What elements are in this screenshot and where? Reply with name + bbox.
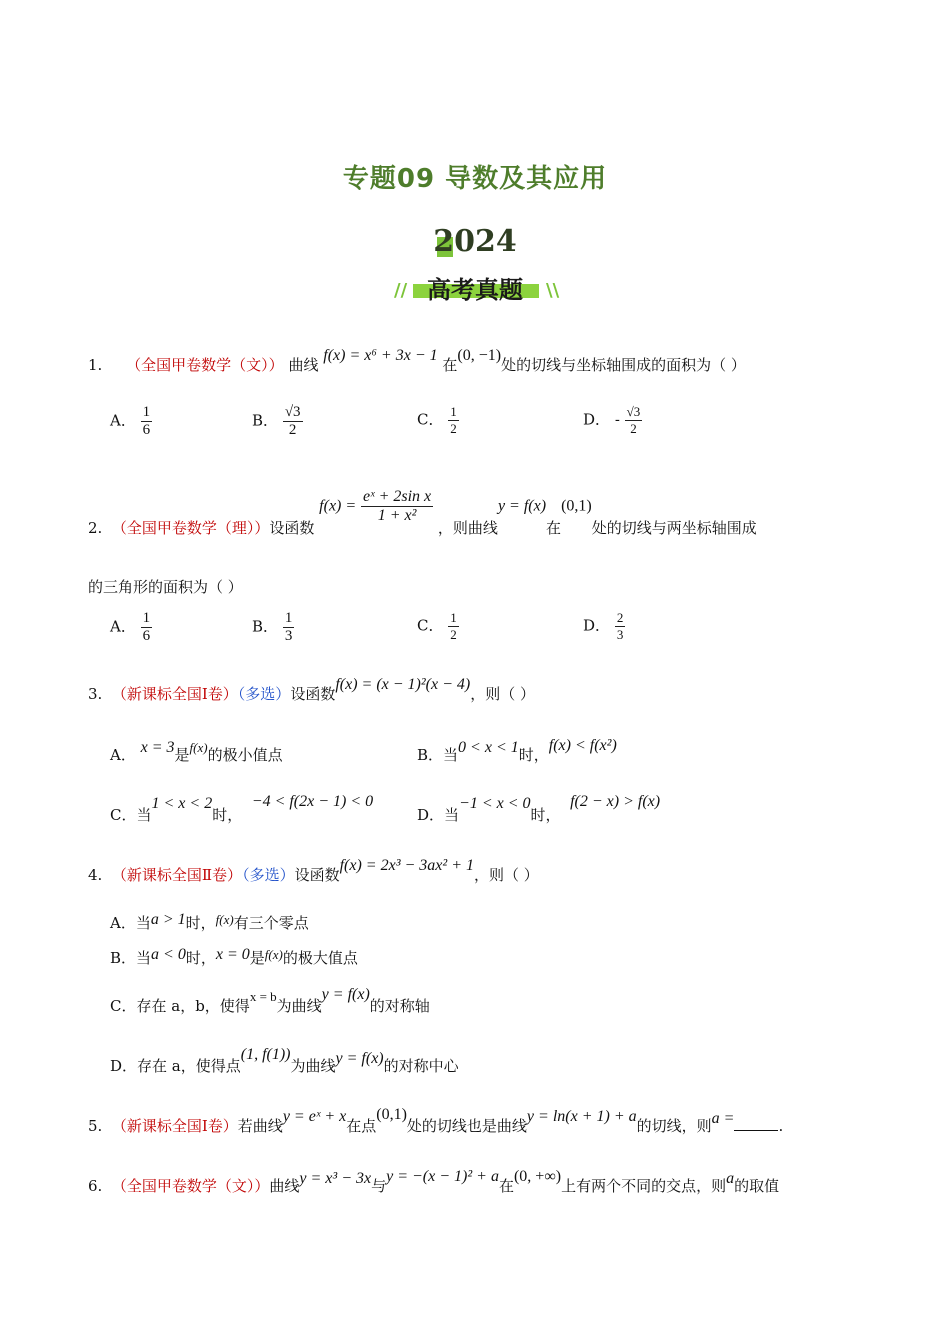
option-a[interactable] <box>110 912 309 933</box>
minus-sign: - <box>614 410 620 429</box>
question-source: （全国甲卷数学（理）） <box>111 518 270 537</box>
math: y = eˣ + x <box>282 1108 347 1125</box>
math: y = f(x) <box>335 1050 384 1067</box>
fraction: $\frac{1}{2}$ <box>450 404 457 436</box>
math: −4 < f(2x − 1) < 0 <box>251 793 374 810</box>
option-b[interactable] <box>252 610 294 645</box>
option-label: C． <box>110 806 137 824</box>
option-text: 时， <box>185 949 216 967</box>
question-text: 的取值 <box>734 1177 780 1195</box>
math: (1, f(1)) <box>240 1046 291 1063</box>
option-label: D． <box>583 410 611 429</box>
math: a > 1 <box>150 911 186 928</box>
point: (0,1) <box>376 1106 407 1123</box>
option-label: D． <box>417 806 445 824</box>
function-formula: f(x) = x⁶ + 3x − 1 <box>323 347 438 364</box>
option-text: 为曲线 <box>290 1057 336 1075</box>
question-text: ，则曲线 <box>437 518 498 537</box>
question-source: （新课标全国Ⅰ卷） <box>111 685 238 703</box>
question-text: 曲线 <box>269 1177 300 1195</box>
math: x = 0 <box>215 946 250 963</box>
option-text: 时， <box>518 746 549 764</box>
question-1 <box>88 347 746 375</box>
math: y = ln(x + 1) + a <box>526 1108 637 1125</box>
math: a = <box>711 1110 735 1127</box>
function-formula: f(x) = (x − 1)²(x − 4) <box>335 676 471 693</box>
question-text: 若曲线 <box>237 1117 283 1135</box>
question-text: 在 <box>498 1177 514 1195</box>
question-3 <box>88 676 536 704</box>
option-text: 当 <box>443 746 459 764</box>
option-c[interactable] <box>110 986 430 1016</box>
option-label: A． <box>110 411 136 430</box>
question-number: 5. <box>88 1117 103 1135</box>
option-a[interactable] <box>110 610 152 645</box>
multi-select-tag: （多选） <box>237 685 291 703</box>
question-text: 处的切线与坐标轴围成的面积为（ ） <box>501 356 746 374</box>
option-text: 是 <box>174 746 190 764</box>
question-number: 4. <box>88 866 103 884</box>
fraction: $\frac{2}{3}$ <box>616 610 624 642</box>
fraction: $\frac{1}{2}$ <box>450 610 457 642</box>
option-label: B． <box>417 746 444 764</box>
function-lhs: f(x) = <box>319 497 357 515</box>
option-b[interactable] <box>252 404 303 439</box>
question-text: 处的切线也是曲线 <box>406 1117 527 1135</box>
option-text: 时， <box>185 914 216 932</box>
math: f(x) < f(x²) <box>548 737 617 754</box>
question-text: 设函数 <box>269 518 315 537</box>
interval: (0, +∞) <box>513 1168 562 1185</box>
question-text: 处的切线与两坐标轴围成 <box>591 518 757 537</box>
point: (0, −1) <box>457 347 502 364</box>
option-label: B． <box>252 617 279 636</box>
option-text: 有三个零点 <box>233 914 309 932</box>
math: y = x³ − 3x <box>299 1170 372 1187</box>
option-text: 的对称轴 <box>369 997 430 1015</box>
option-label: A． <box>110 914 136 932</box>
fraction: $\frac{√3}{2}$ <box>626 404 641 436</box>
option-text: 时， <box>530 806 561 824</box>
option-text: 时， <box>212 806 243 824</box>
question-5 <box>88 1106 784 1136</box>
math: f(x) <box>264 947 283 962</box>
banner-slash-left: // <box>394 280 408 301</box>
option-text: 当 <box>444 806 460 824</box>
question-number: 2. <box>88 518 103 537</box>
option-text: 的极大值点 <box>282 949 358 967</box>
math: f(2 − x) > f(x) <box>570 793 661 810</box>
math: x = 3 <box>140 739 175 756</box>
option-text: 当 <box>136 806 152 824</box>
question-text: 曲线 <box>288 356 319 374</box>
math: −1 < x < 0 <box>459 795 531 812</box>
option-label: C． <box>417 410 444 429</box>
option-d[interactable] <box>583 404 642 437</box>
option-label: D． <box>583 616 611 635</box>
question-6 <box>88 1168 780 1196</box>
question-text: 上有两个不同的交点，则 <box>561 1177 727 1195</box>
fraction: $\frac{√3}{2}$ <box>284 404 301 438</box>
math: 1 < x < 2 <box>151 795 213 812</box>
math: x = b <box>249 989 277 1004</box>
option-text: 当 <box>136 949 152 967</box>
option-label: C． <box>417 616 444 635</box>
page-title: 专题09 导数及其应用 <box>342 164 608 194</box>
question-source: （全国甲卷数学（文）） <box>111 1177 270 1195</box>
option-label: B． <box>252 411 279 430</box>
answer-blank[interactable] <box>734 1116 778 1131</box>
option-d[interactable] <box>583 610 625 643</box>
question-source: （新课标全国Ⅰ卷） <box>111 1117 238 1135</box>
option-c[interactable] <box>417 610 459 643</box>
question-text: 的切线，则 <box>636 1117 712 1135</box>
question-source: （全国甲卷数学（文）） <box>126 356 284 374</box>
option-d[interactable] <box>417 793 661 825</box>
math: a < 0 <box>151 946 186 963</box>
option-text: 存在 a，b，使得 <box>136 997 250 1015</box>
question-4 <box>88 857 539 885</box>
question-2-line-2: 的三角形的面积为（ ） <box>88 578 243 596</box>
option-a[interactable] <box>110 404 152 439</box>
question-text: 在 <box>442 356 458 374</box>
option-text: 是 <box>249 949 265 967</box>
option-text: 当 <box>135 914 151 932</box>
multi-select-tag: （多选） <box>242 866 295 884</box>
option-label: A． <box>110 746 136 764</box>
math: y = −(x − 1)² + a <box>386 1168 499 1185</box>
question-text: 设函数 <box>294 866 340 884</box>
banner-slash-right: \\ <box>546 280 560 301</box>
fraction-formula: $\frac{\text{eˣ + 2sin x}}{\text{1 + x²}}$ <box>362 488 432 524</box>
question-text: 与 <box>371 1177 387 1195</box>
question-text: 在 <box>546 518 562 537</box>
math: y = f(x) <box>321 986 370 1003</box>
math: 0 < x < 1 <box>458 739 519 756</box>
question-text: ，则（ ） <box>470 685 536 703</box>
banner-title: 高考真题 <box>427 276 523 304</box>
option-text: 为曲线 <box>276 997 322 1015</box>
option-text: 存在 a，使得点 <box>137 1057 241 1075</box>
function-formula: f(x) = 2x³ − 3ax² + 1 <box>339 857 474 874</box>
option-a[interactable] <box>110 739 283 765</box>
fraction: $\frac{1}{6}$ <box>142 610 151 644</box>
question-number: 1. <box>88 356 103 374</box>
curve-formula: y = f(x) <box>497 497 547 515</box>
option-d[interactable] <box>110 1046 459 1076</box>
question-text: 在点 <box>346 1117 377 1135</box>
option-label: A． <box>110 617 136 636</box>
option-b[interactable] <box>110 947 358 968</box>
question-2 <box>88 488 757 537</box>
option-b[interactable] <box>417 737 617 765</box>
option-c[interactable] <box>110 793 374 825</box>
math: f(x) <box>189 740 208 755</box>
question-text: ，则（ ） <box>473 866 539 884</box>
option-text: 的对称中心 <box>383 1057 459 1075</box>
math: a <box>726 1170 735 1187</box>
option-label: B． <box>110 949 137 967</box>
question-number: 3. <box>88 685 103 703</box>
option-label: D． <box>110 1057 138 1075</box>
fraction: $\frac{1}{6}$ <box>142 404 151 438</box>
question-source: （新课标全国Ⅱ卷） <box>111 866 243 884</box>
question-text: . <box>778 1117 784 1135</box>
option-label: C． <box>110 997 137 1015</box>
question-number: 6. <box>88 1177 103 1195</box>
option-c[interactable] <box>417 404 459 437</box>
option-text: 的极小值点 <box>207 746 283 764</box>
point: (0,1) <box>561 497 592 515</box>
math: f(x) <box>215 912 234 927</box>
question-text: 设函数 <box>290 685 336 703</box>
year-label: 2024 <box>433 224 517 259</box>
fraction: $\frac{1}{3}$ <box>284 610 293 644</box>
